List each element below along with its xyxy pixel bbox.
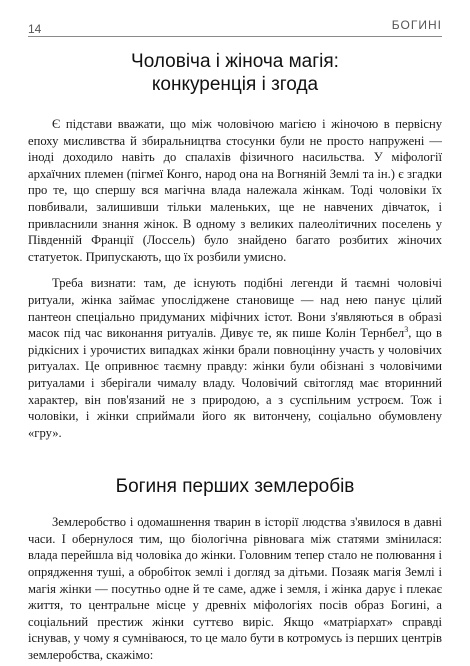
section-title-1-line1: Чоловіча і жіноча магія: — [131, 51, 339, 72]
paragraph-3: Землеробство і одомашнення тварин в історії людства з'явилося в давні часи. І обернулося тим, що біологічна рівновага між статями змінилася: влада перейшла від чоловіка до жінки. Головним тепер стало не полювання і опрядження туші, а обробіток землі і догляд за дітьми. Позаяк магія Землі і магія жінки — посутньо одне й те саме, адже і земля, і жінка дарує і плекає життя, то центральне місце у древніх міфологіях посів образ Богині, а соціальний престиж жінки суттєво виріс. Якщо «матріархат» справді існував, у чому я сумніваюся, то це мало бути в котромусь із перших центрів землеробства, скажімо: — [28, 515, 442, 663]
running-head: БОГИНІ — [391, 18, 442, 32]
section-title-2: Богиня перших землеробів — [115, 476, 355, 498]
section-title-1-line2: конкуренція і згода — [151, 74, 319, 95]
header-rule — [28, 36, 442, 37]
footnote-ref: 3 — [404, 324, 409, 334]
page-content — [28, 50, 442, 664]
paragraph-2 — [28, 275, 442, 441]
paragraph-2-text-b: , що в рідкісних і урочистих випадках жінки брали повноцінну участь у чоловічих ритуалах. Це опривнює таємну правду: жінки були обізнані з чоловічими ритуалами і зберігали чималу владу. Чоловічий світогляд має вторинний характер, він пов'язаний не з природою, а з суспільним устроєм. Тож і чоловіки, і жінки сприймали його як витончену, соціально обумовлену «гру». — [28, 326, 442, 440]
page-number: 14 — [28, 22, 42, 36]
page-header — [28, 18, 442, 38]
paragraph-1: Є підстави вважати, що між чоловічою магією і жіночою в первісну епоху мисливства й збиральництва стосунки були не просто напружені — іноді доходило навіть до спалахів фізичного насильства. У міфології архаїчних племен (пігмеї Конго, народ она на Вогняній Землі та ін.) є згадки про те, що спершу вся магічна влада належала жінкам. Тоді чоловіки їх повбивали, залишивши тільки маленьких, ще не навчених дівчаток, і привласнили знання жінок. В одному з великих палеолітичних поселень у Південній Франції (Лоссель) було знайдено багато розбитих жіночих статуеток. Припускають, що їх розбили умисно. — [28, 117, 442, 264]
paragraph-2-text-a: Треба визнати: там, де існують подібні легенди й таємні чоловічі ритуали, жінка займає упосліджене становище — над нею панує цілий пантеон спеціально придуманих міфічних істот. Вони з'являються в образі масок під час виконання ритуалів. Дивує те, як пише Колін Тернбел — [28, 276, 442, 341]
section-title-1 — [28, 50, 442, 96]
